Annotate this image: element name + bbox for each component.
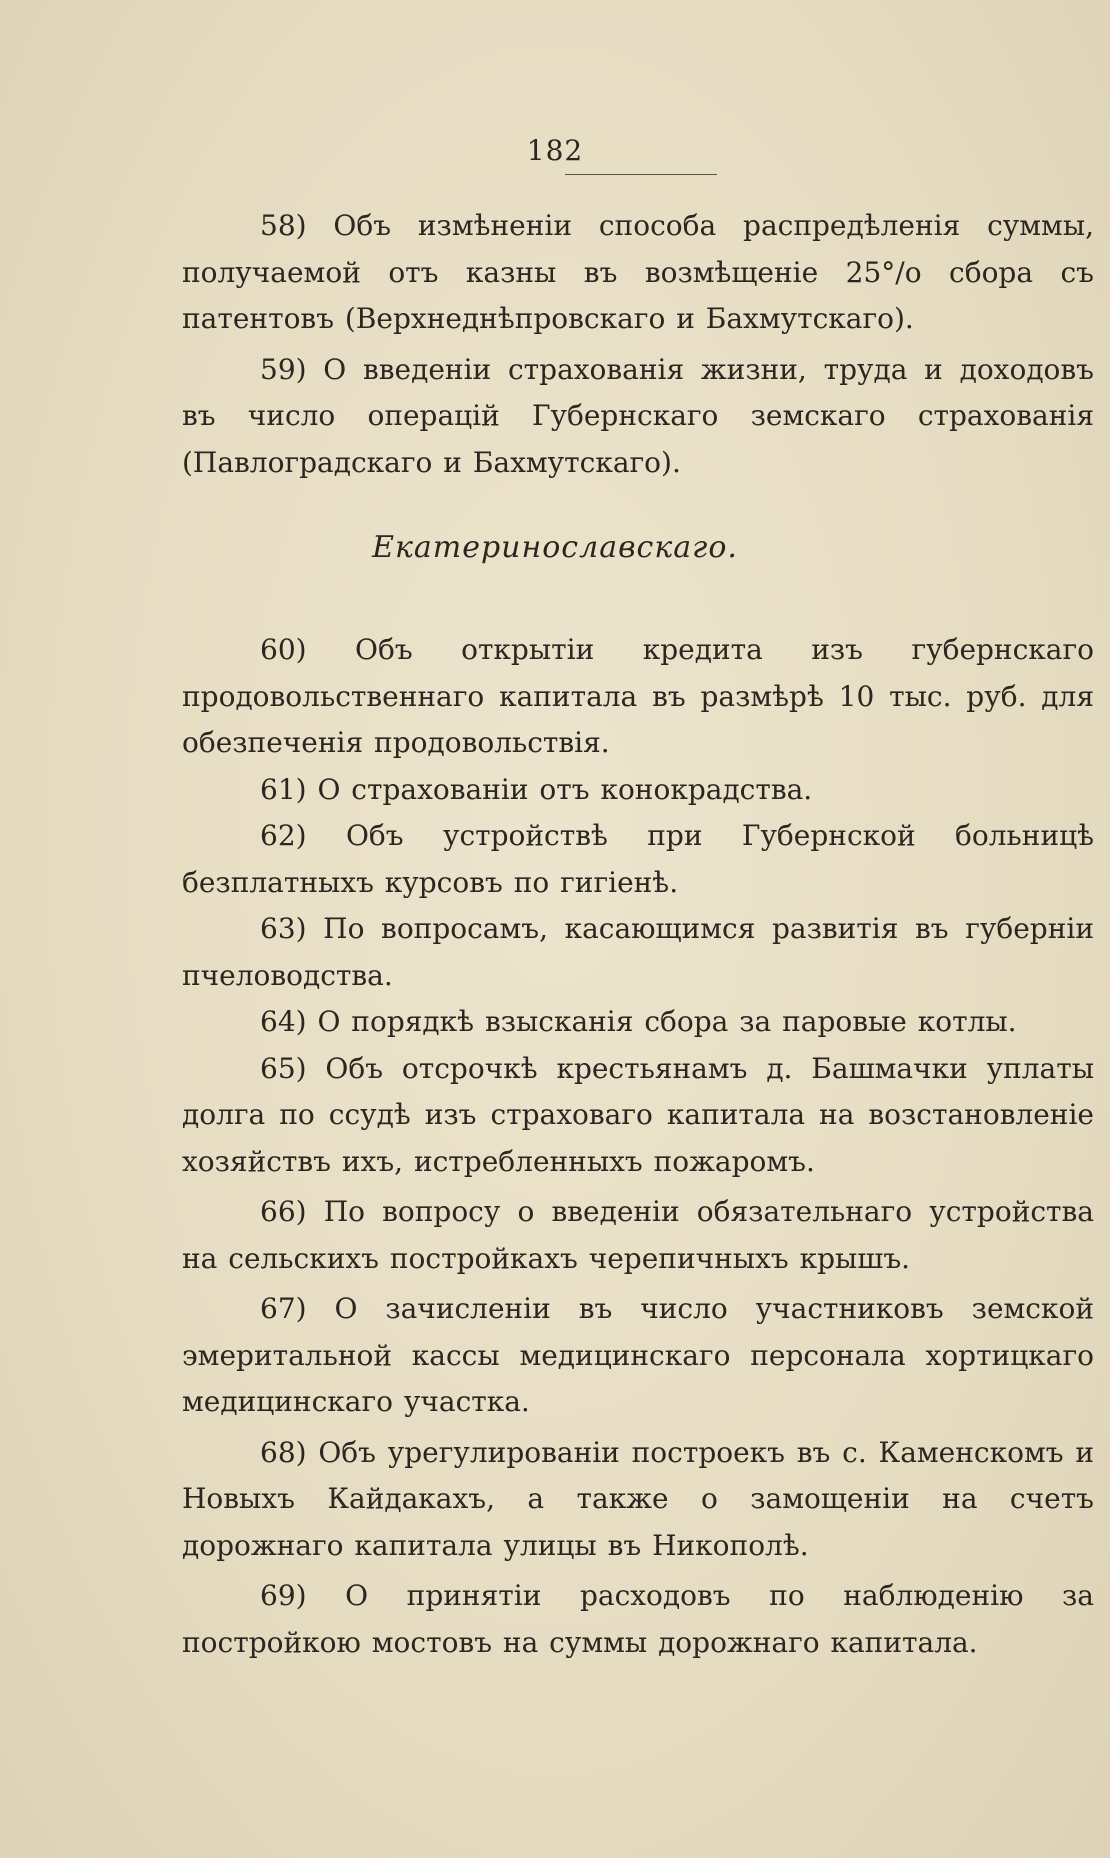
item-63-text: 63) По вопросамъ, касающимся развитія въ губерніи пчеловодства. <box>182 912 1094 992</box>
item-64 <box>182 999 1094 1046</box>
item-59-text: 59) О введеніи страхованія жизни, труда и доходовъ въ число операцій Губернскаго земскаго страхованія (Павлоградскаго и Бахмутскаго). <box>182 352 1094 479</box>
item-62 <box>182 813 1094 906</box>
item-66-text: 66) По вопросу о введеніи обязательнаго устройства на сельскихъ постройкахъ черепичныхъ крышъ. <box>182 1195 1094 1275</box>
item-61-text: 61) О страхованіи отъ конокрадства. <box>260 772 813 806</box>
item-68 <box>182 1430 1094 1570</box>
item-65 <box>182 1046 1094 1186</box>
item-65-text: 65) Объ отсрочкѣ крестьянамъ д. Башмачки уплаты долга по ссудѣ изъ страховаго капитала на возстановленіе хозяйствъ ихъ, истребленныхъ пожаромъ. <box>182 1051 1094 1178</box>
item-60 <box>182 627 1094 767</box>
section-heading: Екатеринославскаго. <box>372 530 738 565</box>
page-number-rule <box>565 174 717 175</box>
item-68-text: 68) Объ урегулированіи построекъ въ с. Каменскомъ и Новыхъ Кайдакахъ, а также о замощеніи на счетъ дорожнаго капитала улицы въ Никополѣ. <box>182 1435 1094 1562</box>
item-62-text: 62) Объ устройствѣ при Губернской больницѣ безплатныхъ курсовъ по гигіенѣ. <box>182 819 1094 899</box>
item-69-text: 69) О принятіи расходовъ по наблюденію за постройкою мостовъ на суммы дорожнаго капитала. <box>182 1579 1094 1659</box>
item-64-text: 64) О порядкѣ взысканія сбора за паровые котлы. <box>260 1005 1017 1038</box>
page-number: 182 <box>526 134 584 167</box>
item-58-text: 58) Объ измѣненіи способа распредѣленія суммы, получаемой отъ казны въ возмѣщеніе 25°/о сбора съ патентовъ (Верхнеднѣпровскаго и Бахмутскаго). <box>182 209 1094 335</box>
item-67-text: 67) О зачисленіи въ число участниковъ земской эмеритальной кассы медицинскаго персонала хортицкаго медицинскаго участка. <box>182 1292 1094 1418</box>
item-67 <box>182 1286 1094 1426</box>
item-59 <box>182 347 1094 487</box>
item-60-text: 60) Объ открытіи кредита изъ губернскаго продовольственнаго капитала въ размѣрѣ 10 тыс. руб. для обезпеченія продовольствія. <box>182 633 1094 759</box>
item-66 <box>182 1189 1094 1282</box>
item-69 <box>182 1573 1094 1666</box>
item-58 <box>182 203 1094 343</box>
items-top <box>182 203 1094 486</box>
items-bottom <box>182 627 1094 1666</box>
item-61 <box>182 767 1094 814</box>
item-63 <box>182 906 1094 999</box>
